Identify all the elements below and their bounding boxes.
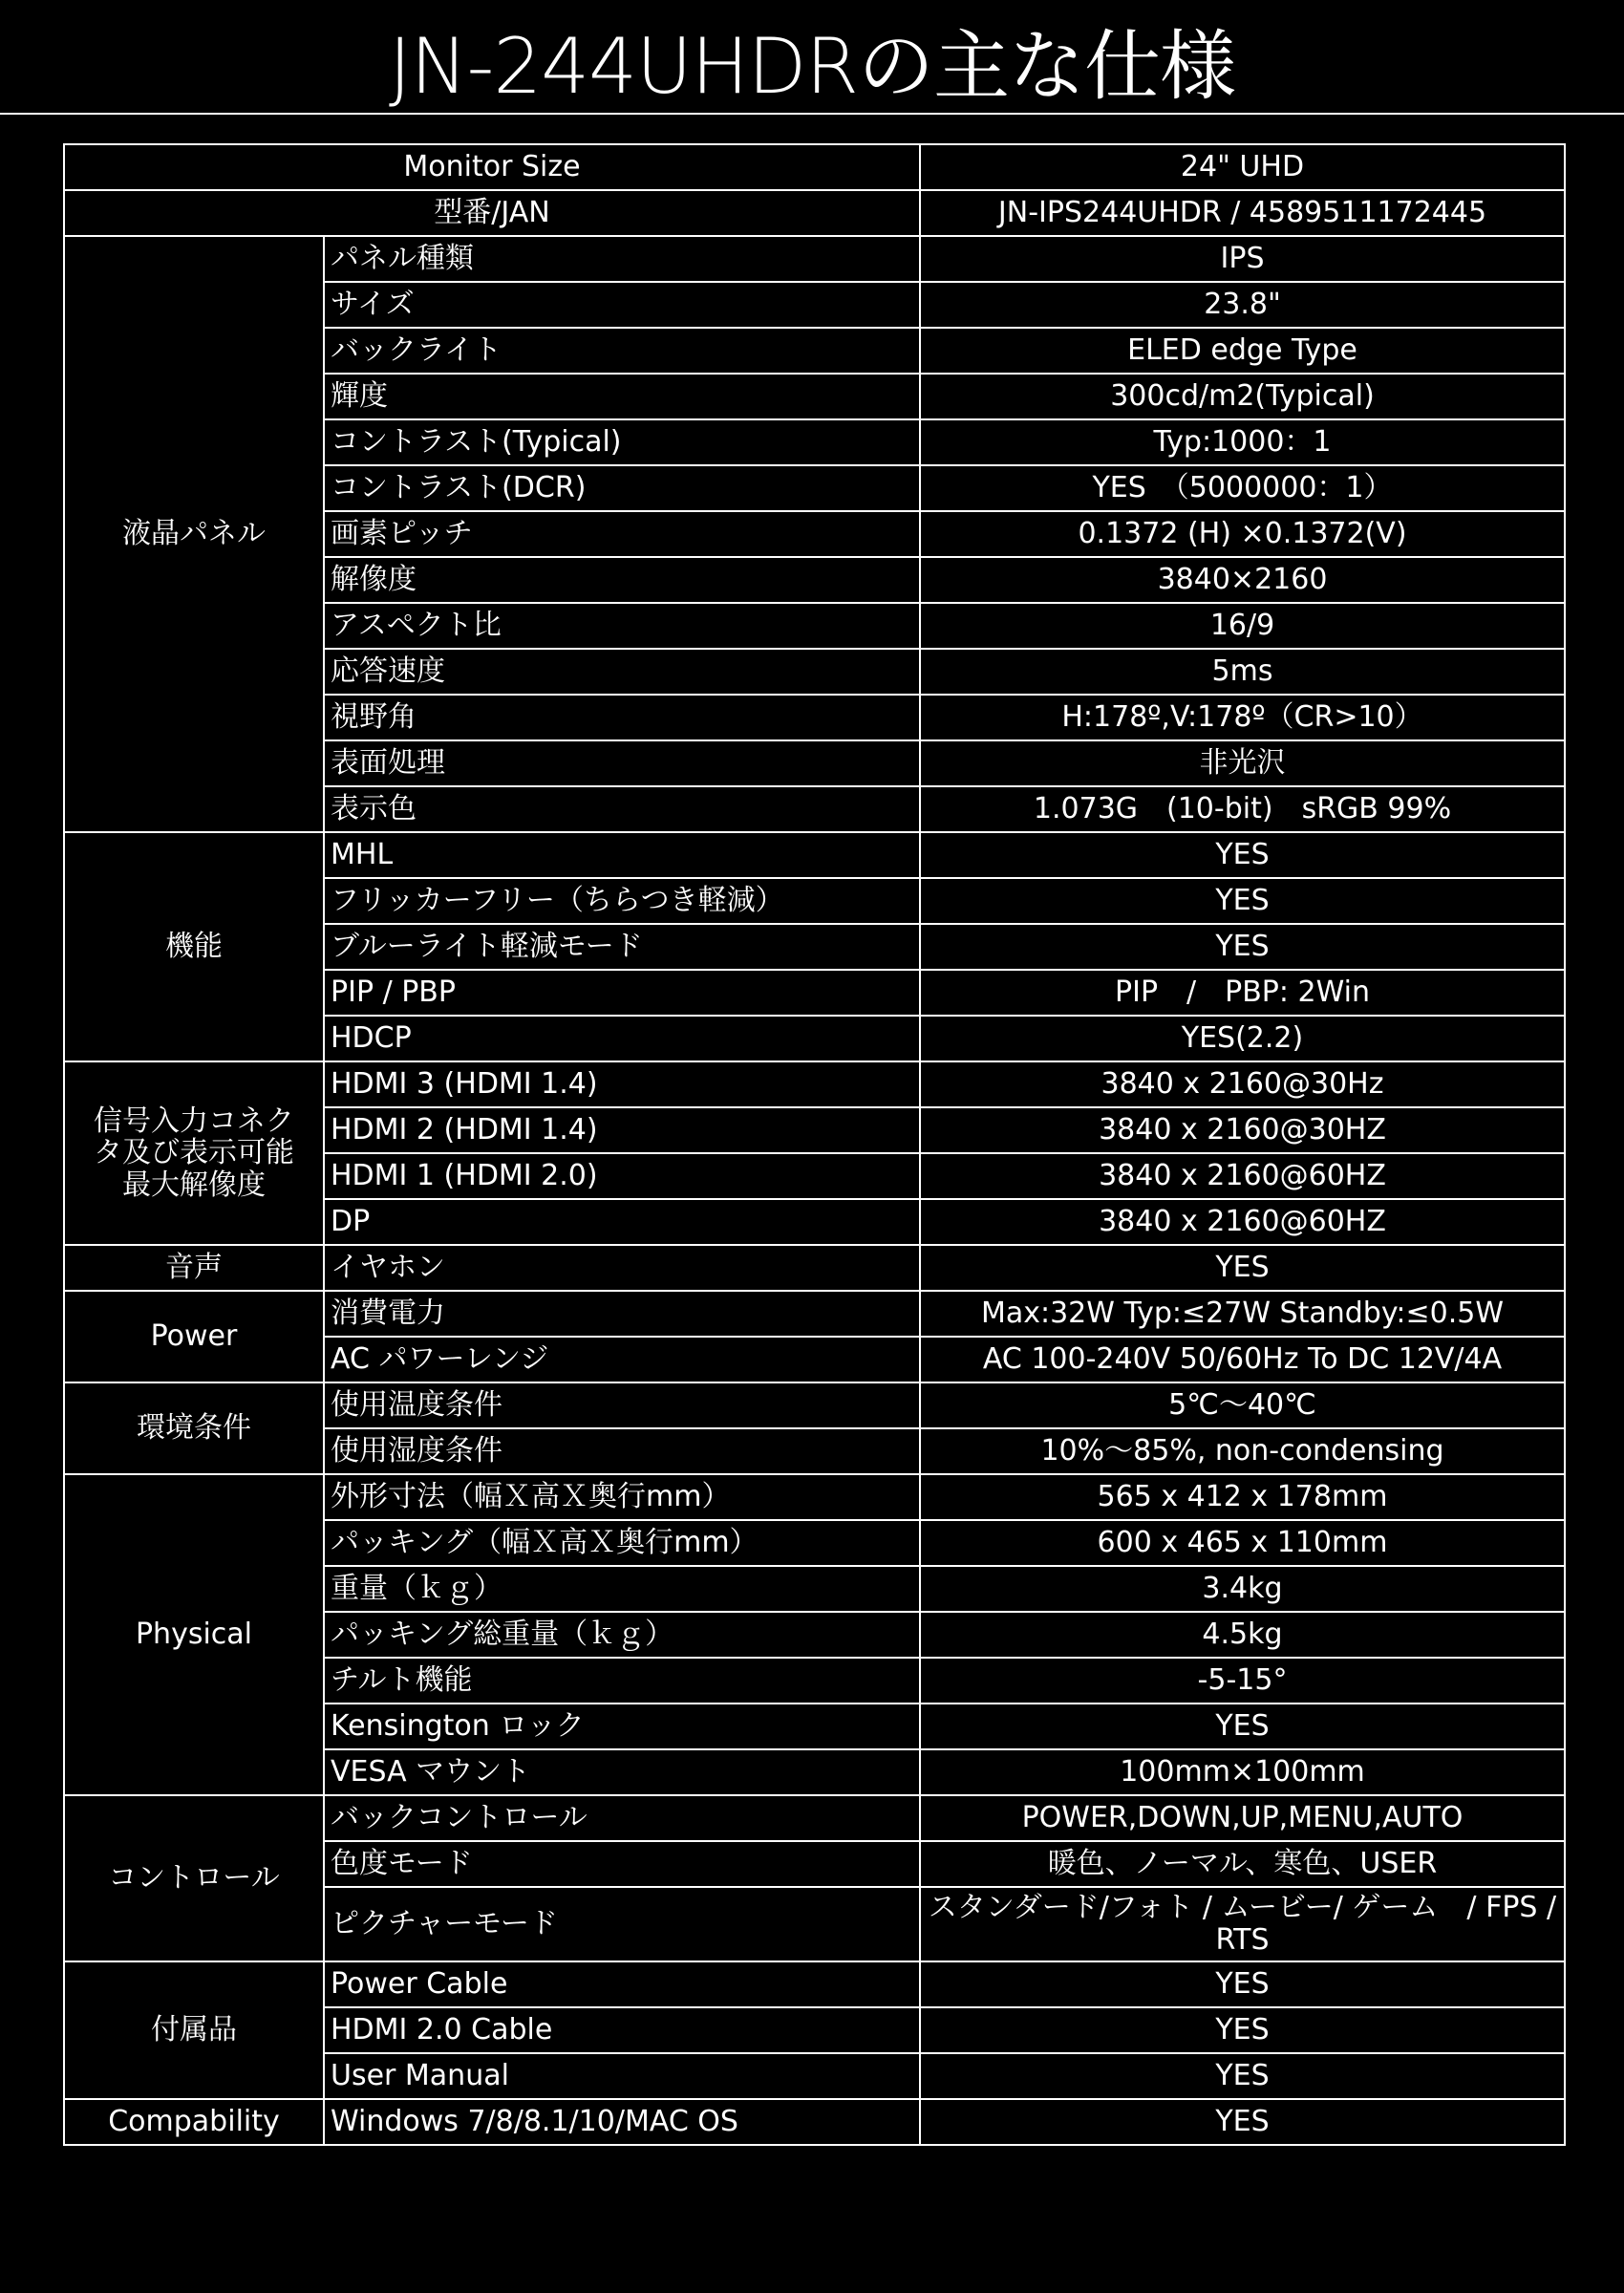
spec-item-label: コントラスト(DCR) bbox=[324, 465, 920, 511]
spec-item-value: YES bbox=[920, 2099, 1565, 2145]
spec-group-name: 液晶パネル bbox=[64, 236, 324, 832]
spec-item-value: ELED edge Type bbox=[920, 328, 1565, 374]
spec-item-value: 600 x 465 x 110mm bbox=[920, 1520, 1565, 1566]
spec-item-value: 暖色、ノーマル、寒色、USER bbox=[920, 1841, 1565, 1887]
spec-item-value: 300cd/m2(Typical) bbox=[920, 374, 1565, 419]
spec-item-value: IPS bbox=[920, 236, 1565, 282]
spec-item-label: VESA マウント bbox=[324, 1749, 920, 1795]
spec-item-value: YES bbox=[920, 2007, 1565, 2053]
spec-item-value: 3.4kg bbox=[920, 1566, 1565, 1612]
spec-item-value: 16/9 bbox=[920, 603, 1565, 649]
spec-item-value: YES bbox=[920, 878, 1565, 924]
spec-item-value: 3840 x 2160@60HZ bbox=[920, 1153, 1565, 1199]
spec-item-label: コントラスト(Typical) bbox=[324, 419, 920, 465]
spec-group-name: 付属品 bbox=[64, 1961, 324, 2099]
spec-item-value: 3840 x 2160@30HZ bbox=[920, 1107, 1565, 1153]
spec-item-value: 1.073G (10-bit) sRGB 99% bbox=[920, 786, 1565, 832]
spec-item-label: 表面処理 bbox=[324, 740, 920, 786]
spec-item-value: YES （5000000：1） bbox=[920, 465, 1565, 511]
spec-group-name: 環境条件 bbox=[64, 1382, 324, 1474]
spec-item-label: 画素ピッチ bbox=[324, 511, 920, 557]
spec-item-value: 5ms bbox=[920, 649, 1565, 695]
spec-item-label: 応答速度 bbox=[324, 649, 920, 695]
spec-item-value: 100mm×100mm bbox=[920, 1749, 1565, 1795]
table-row bbox=[64, 1961, 1565, 2007]
spec-item-value: 0.1372 (H) ×0.1372(V) bbox=[920, 511, 1565, 557]
spec-item-label: 視野角 bbox=[324, 695, 920, 740]
table-row bbox=[64, 1382, 1565, 1428]
spec-item-label: User Manual bbox=[324, 2053, 920, 2099]
spec-item-label: HDCP bbox=[324, 1016, 920, 1061]
spec-item-value: 非光沢 bbox=[920, 740, 1565, 786]
spec-item-value: 4.5kg bbox=[920, 1612, 1565, 1658]
spec-item-value: PIP / PBP: 2Win bbox=[920, 970, 1565, 1016]
spec-item-label: バックコントロール bbox=[324, 1795, 920, 1841]
spec-item-value: YES bbox=[920, 2053, 1565, 2099]
table-row bbox=[64, 1245, 1565, 1291]
spec-item-value: 3840 x 2160@60HZ bbox=[920, 1199, 1565, 1245]
spec-item-label: HDMI 3 (HDMI 1.4) bbox=[324, 1061, 920, 1107]
spec-value: JN-IPS244UHDR / 4589511172445 bbox=[920, 190, 1565, 236]
spec-item-value: AC 100-240V 50/60Hz To DC 12V/4A bbox=[920, 1337, 1565, 1382]
spec-item-label: パネル種類 bbox=[324, 236, 920, 282]
page-title: JN-244UHDRの主な仕様 bbox=[389, 21, 1235, 111]
spec-item-value: 5℃～40℃ bbox=[920, 1382, 1565, 1428]
spec-item-value: -5-15° bbox=[920, 1658, 1565, 1704]
spec-item-label: チルト機能 bbox=[324, 1658, 920, 1704]
spec-group-name: 信号入力コネクタ及び表示可能最大解像度 bbox=[64, 1061, 324, 1245]
spec-item-value: YES(2.2) bbox=[920, 1016, 1565, 1061]
spec-group-name: Compability bbox=[64, 2099, 324, 2145]
spec-item-label: HDMI 2 (HDMI 1.4) bbox=[324, 1107, 920, 1153]
spec-item-value: 565 x 412 x 178mm bbox=[920, 1474, 1565, 1520]
spec-key: Monitor Size bbox=[64, 144, 920, 190]
spec-item-label: パッキング総重量（ｋｇ） bbox=[324, 1612, 920, 1658]
spec-item-value: 10%～85%, non-condensing bbox=[920, 1428, 1565, 1474]
spec-group-name: Power bbox=[64, 1291, 324, 1382]
spec-item-label: AC パワーレンジ bbox=[324, 1337, 920, 1382]
spec-item-value: スタンダード/フォト / ムービー/ ゲーム / FPS / RTS bbox=[920, 1887, 1565, 1961]
spec-item-value: 23.8" bbox=[920, 282, 1565, 328]
spec-item-label: Windows 7/8/8.1/10/MAC OS bbox=[324, 2099, 920, 2145]
spec-item-label: 解像度 bbox=[324, 557, 920, 603]
spec-item-label: アスペクト比 bbox=[324, 603, 920, 649]
spec-item-label: イヤホン bbox=[324, 1245, 920, 1291]
spec-item-value: Typ:1000：1 bbox=[920, 419, 1565, 465]
table-row bbox=[64, 1061, 1565, 1107]
spec-item-label: 表示色 bbox=[324, 786, 920, 832]
spec-item-label: 色度モード bbox=[324, 1841, 920, 1887]
spec-item-label: 輝度 bbox=[324, 374, 920, 419]
spec-item-label: 重量（ｋｇ） bbox=[324, 1566, 920, 1612]
spec-item-label: PIP / PBP bbox=[324, 970, 920, 1016]
spec-item-value: 3840×2160 bbox=[920, 557, 1565, 603]
spec-item-value: YES bbox=[920, 1704, 1565, 1749]
spec-item-label: ピクチャーモード bbox=[324, 1887, 920, 1961]
table-row bbox=[64, 1795, 1565, 1841]
spec-group-name: Physical bbox=[64, 1474, 324, 1795]
title-divider bbox=[0, 113, 1624, 115]
spec-value: 24" UHD bbox=[920, 144, 1565, 190]
spec-item-value: Max:32W Typ:≤27W Standby:≤0.5W bbox=[920, 1291, 1565, 1337]
table-row bbox=[64, 190, 1565, 236]
spec-group-name: コントロール bbox=[64, 1795, 324, 1961]
spec-item-value: YES bbox=[920, 1961, 1565, 2007]
spec-item-value: H:178º,V:178º（CR>10） bbox=[920, 695, 1565, 740]
spec-item-label: HDMI 1 (HDMI 2.0) bbox=[324, 1153, 920, 1199]
spec-item-label: フリッカーフリー（ちらつき軽減） bbox=[324, 878, 920, 924]
spec-item-value: 3840 x 2160@30Hz bbox=[920, 1061, 1565, 1107]
table-row bbox=[64, 1474, 1565, 1520]
spec-item-label: Kensington ロック bbox=[324, 1704, 920, 1749]
spec-key: 型番/JAN bbox=[64, 190, 920, 236]
spec-item-label: サイズ bbox=[324, 282, 920, 328]
spec-item-label: 使用湿度条件 bbox=[324, 1428, 920, 1474]
table-row bbox=[64, 236, 1565, 282]
spec-item-label: 使用温度条件 bbox=[324, 1382, 920, 1428]
spec-item-value: POWER,DOWN,UP,MENU,AUTO bbox=[920, 1795, 1565, 1841]
spec-item-value: YES bbox=[920, 832, 1565, 878]
spec-group-name: 音声 bbox=[64, 1245, 324, 1291]
table-row bbox=[64, 832, 1565, 878]
spec-item-label: バックライト bbox=[324, 328, 920, 374]
spec-item-label: DP bbox=[324, 1199, 920, 1245]
table-row bbox=[64, 2099, 1565, 2145]
spec-item-label: HDMI 2.0 Cable bbox=[324, 2007, 920, 2053]
spec-item-label: MHL bbox=[324, 832, 920, 878]
spec-table-body bbox=[64, 144, 1565, 2145]
spec-item-label: 外形寸法（幅Ｘ高Ｘ奥行mm） bbox=[324, 1474, 920, 1520]
spec-item-label: パッキング（幅Ｘ高Ｘ奥行mm） bbox=[324, 1520, 920, 1566]
spec-group-name: 機能 bbox=[64, 832, 324, 1061]
table-row bbox=[64, 1291, 1565, 1337]
spec-item-label: ブルーライト軽減モード bbox=[324, 924, 920, 970]
spec-table bbox=[63, 143, 1566, 2146]
spec-item-label: Power Cable bbox=[324, 1961, 920, 2007]
spec-item-label: 消費電力 bbox=[324, 1291, 920, 1337]
spec-item-value: YES bbox=[920, 1245, 1565, 1291]
table-row bbox=[64, 144, 1565, 190]
spec-item-value: YES bbox=[920, 924, 1565, 970]
